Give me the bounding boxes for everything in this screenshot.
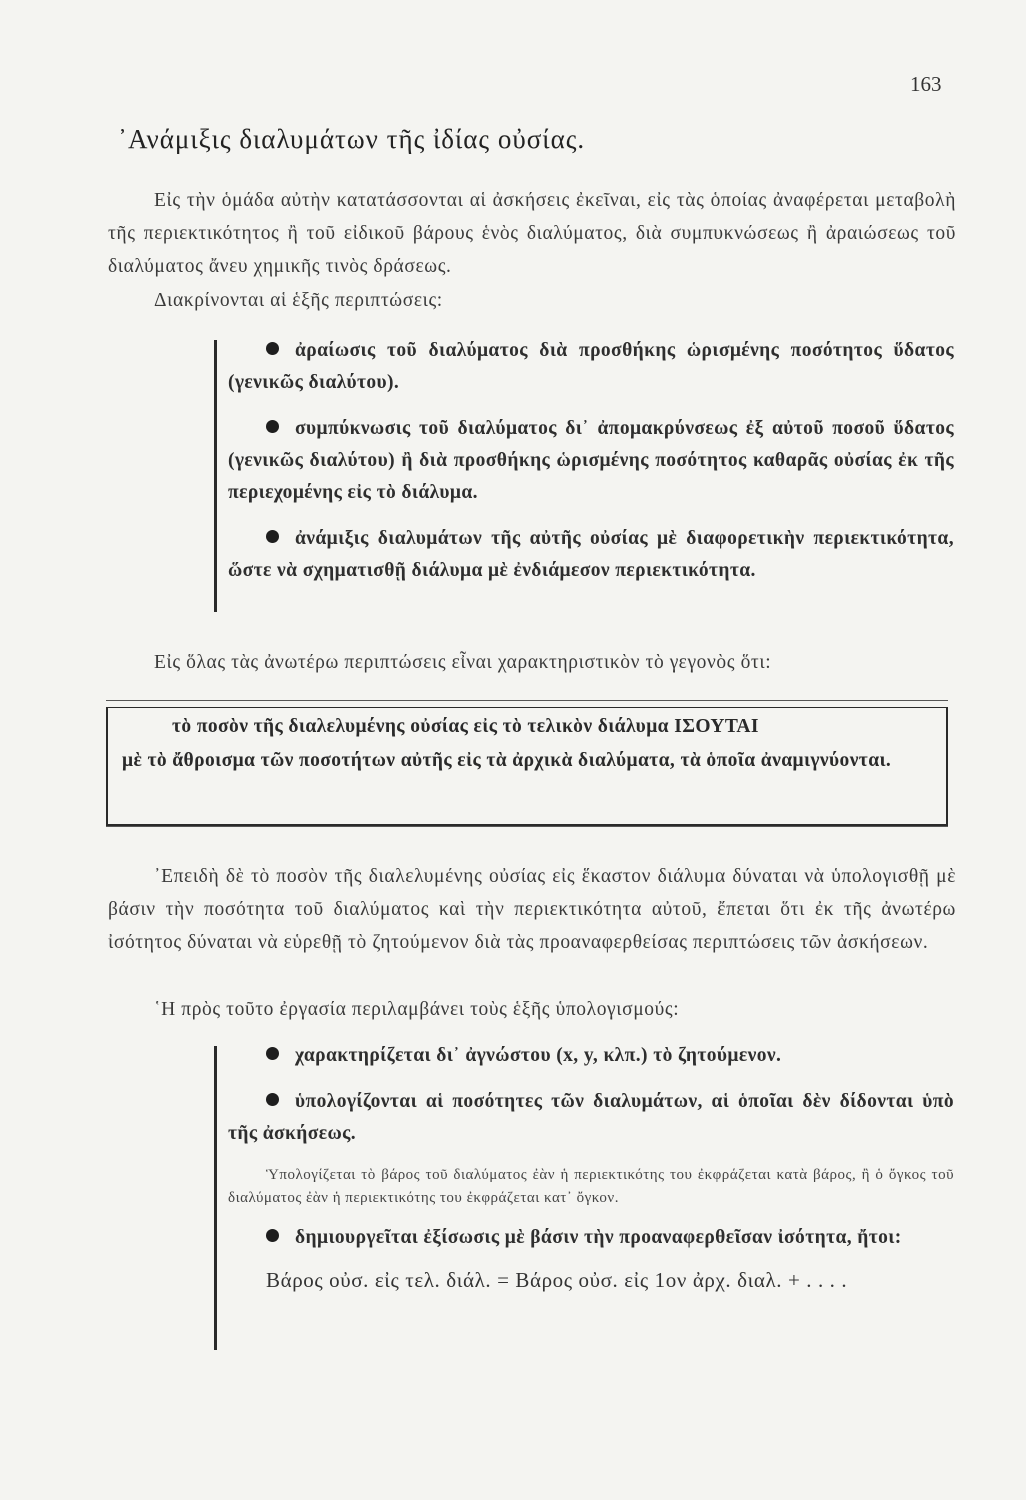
list-item — [228, 1040, 954, 1072]
bullet-icon — [266, 420, 279, 433]
step-text: δημιουργεῖται ἐξίσωσις μὲ βάσιν τὴν προαναφερθεῖσαν ἰσότητα, ἤτοι: — [295, 1227, 902, 1248]
list-item — [228, 523, 954, 587]
case-text: ἀνάμιξις διαλυμάτων τῆς αὐτῆς οὐσίας μὲ διαφορετικὴν περιεκτικότητα, ὥστε νὰ σχηματισθῇ διάλυμα μὲ ἐνδιάμεσον περιεκτικότητα. — [228, 528, 954, 581]
bullet-icon — [266, 1047, 279, 1060]
highlight-box-text — [122, 710, 934, 778]
bullet-icon — [266, 1229, 279, 1242]
intro-paragraph: Εἰς τὴν ὁμάδα αὐτὴν κατατάσσονται αἱ ἀσκήσεις ἐκεῖναι, εἰς τὰς ὁποίας ἀναφέρεται μεταβολὴ τῆς περιεκτικότητος ἢ τοῦ εἰδικοῦ βάρους ἑνὸς διαλύματος, διὰ συμπυκνώσεως ἢ ἀραιώσεως τοῦ διαλύματος ἄνευ χημικῆς τινὸς δράσεως. — [108, 190, 956, 277]
cases-intro: Διακρίνονται αἱ ἑξῆς περιπτώσεις: — [154, 290, 443, 311]
step-text: ὑπολογίζονται αἱ ποσότητες τῶν διαλυμάτων, αἱ ὁποῖαι δὲν δίδονται ὑπὸ τῆς ἀσκήσεως. — [228, 1091, 954, 1144]
steps-margin-bar — [214, 1046, 217, 1350]
bullet-icon — [266, 530, 279, 543]
formula: Βάρος οὐσ. εἰς τελ. διάλ. = Βάρος οὐσ. εἰς 1ον ἀρχ. διαλ. + . . . . — [266, 1268, 848, 1292]
case-text: συμπύκνωσις τοῦ διαλύματος δι᾿ ἀπομακρύνσεως ἐξ αὐτοῦ ποσοῦ ὕδατος (γενικῶς διαλύτου) ἢ διὰ προσθήκης ὡρισμένης ποσότητος καθαρᾶς οὐσίας ἐκ τῆς περιεχομένης εἰς τὸ διάλυμα. — [228, 418, 954, 503]
bullet-icon — [266, 1093, 279, 1106]
step-text: χαρακτηρίζεται δι᾿ ἀγνώστου (x, y, κλπ.) τὸ ζητούμενον. — [295, 1045, 782, 1066]
cases-list — [228, 335, 954, 601]
case-text: ἀραίωσις τοῦ διαλύματος διὰ προσθήκης ὡρισμένης ποσότητος ὕδατος (γενικῶς διαλύτου). — [228, 340, 954, 393]
list-item — [228, 1222, 954, 1254]
steps-list — [228, 1040, 954, 1293]
bullet-icon — [266, 342, 279, 355]
section-title: ᾿Ανάμιξις διαλυμάτων τῆς ἰδίας οὐσίας. — [118, 124, 586, 154]
list-item — [228, 1086, 954, 1150]
box-rule-bottom — [106, 826, 948, 827]
since-paragraph: ᾿Επειδὴ δὲ τὸ ποσὸν τῆς διαλελυμένης οὐσίας εἰς ἕκαστον διάλυμα δύναται νὰ ὑπολογισθῇ μὲ βάσιν τὴν ποσότητα τοῦ διαλύματος καὶ τὴν περιεκτικότητα αὐτοῦ, ἔπεται ὅτι ἐκ τῆς ἀνωτέρω ἰσότητος δύναται νὰ εὑρεθῇ τὸ ζητούμενον διὰ τὰς προαναφερθείσας περιπτώσεις τῶν ἀσκήσεων. — [108, 866, 956, 953]
box-rule-top — [106, 700, 948, 701]
cases-margin-bar — [214, 340, 217, 612]
page-number: 163 — [910, 72, 942, 96]
box-line-1: τὸ ποσὸν τῆς διαλελυμένης οὐσίας εἰς τὸ τελικὸν διάλυμα ΙΣΟΥΤΑΙ — [172, 716, 759, 737]
box-line-2: μὲ τὸ ἄθροισμα τῶν ποσοτήτων αὐτῆς εἰς τὰ ἀρχικὰ διαλύματα, τὰ ὁποῖα ἀναμιγνύονται. — [122, 750, 892, 771]
characteristic-paragraph: Εἰς ὅλας τὰς ἀνωτέρω περιπτώσεις εἶναι χαρακτηριστικὸν τὸ γεγονὸς ὅτι: — [154, 652, 772, 673]
step-note: Ὑπολογίζεται τὸ βάρος τοῦ διαλύματος ἐὰν ἡ περιεκτικότης του ἐκφράζεται κατὰ βάρος, ἢ ὁ ὄγκος τοῦ διαλύματος ἐὰν ἡ περιεκτικότης του ἐκφράζεται κατ᾿ ὄγκον. — [228, 1167, 954, 1206]
list-item — [228, 413, 954, 509]
work-intro: ῾Η πρὸς τοῦτο ἐργασία περιλαμβάνει τοὺς ἑξῆς ὑπολογισμούς: — [154, 999, 680, 1020]
list-item — [228, 335, 954, 399]
